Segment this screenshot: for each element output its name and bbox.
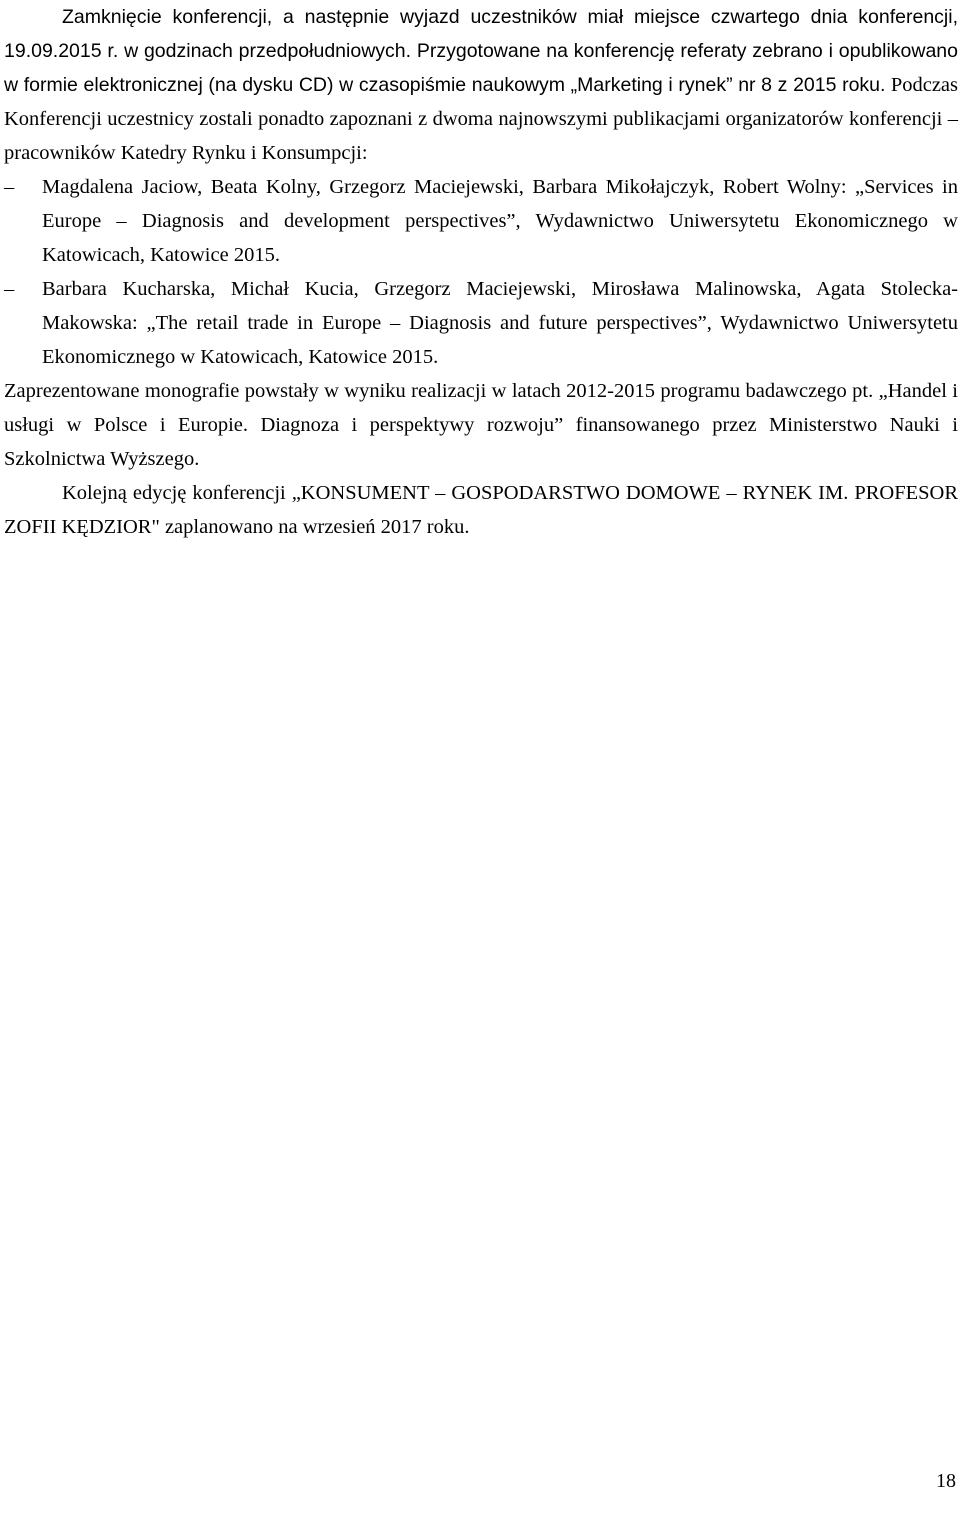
publication-text: Barbara Kucharska, Michał Kucia, Grzegorz Maciejewski, Mirosława Malinowska, Agata Stolecka-Makowska: „The retail trade in Europe – Diagnosis and future perspectives”, Wydawnictwo Uniwersytetu Ekonomicznego w Katowicach, Katowice 2015.	[42, 278, 958, 368]
page-number: 18	[936, 1470, 956, 1492]
publication-item	[4, 272, 958, 374]
publication-item	[4, 170, 958, 272]
publication-text: Magdalena Jaciow, Beata Kolny, Grzegorz Maciejewski, Barbara Mikołajczyk, Robert Wolny: „Services in Europe – Diagnosis and development perspectives”, Wydawnictwo Uniwersytetu Ekonomicznego w Katowicach, Katowice 2015.	[42, 176, 958, 266]
paragraph-monographs: Zaprezentowane monografie powstały w wyniku realizacji w latach 2012-2015 programu badawczego pt. „Handel i usługi w Polsce i Europie. Diagnoza i perspektywy rozwoju” finansowanego przez Ministerstwo Nauki i Szkolnictwa Wyższego.	[4, 380, 958, 470]
document-page	[4, 0, 958, 544]
dash-bullet: –	[4, 176, 15, 198]
paragraph-conference-closing	[4, 0, 958, 170]
paragraph-closing-serif-text: Podczas Konferencji uczestnicy zostali ponadto zapoznani z dwoma najnowszymi publikacjami organizatorów konferencji – pracowników Katedry Rynku i Konsumpcji:	[4, 74, 958, 164]
paragraph-next-edition: Kolejną edycję konferencji „KONSUMENT – GOSPODARSTWO DOMOWE – RYNEK IM. PROFESOR ZOFII KĘDZIOR" zaplanowano na wrzesień 2017 roku.	[4, 482, 958, 538]
paragraph-closing-sans-text: Zamknięcie konferencji, a następnie wyjazd uczestników miał miejsce czwartego dnia konferencji, 19.09.2015 r. w godzinach przedpołudniowych. Przygotowane na konferencję referaty zebrano i opublikowano w formie elektronicznej (na dysku CD) w czasopiśmie naukowym „Marketing i rynek” nr 8 z 2015 roku.	[4, 6, 958, 96]
dash-bullet: –	[4, 278, 15, 300]
